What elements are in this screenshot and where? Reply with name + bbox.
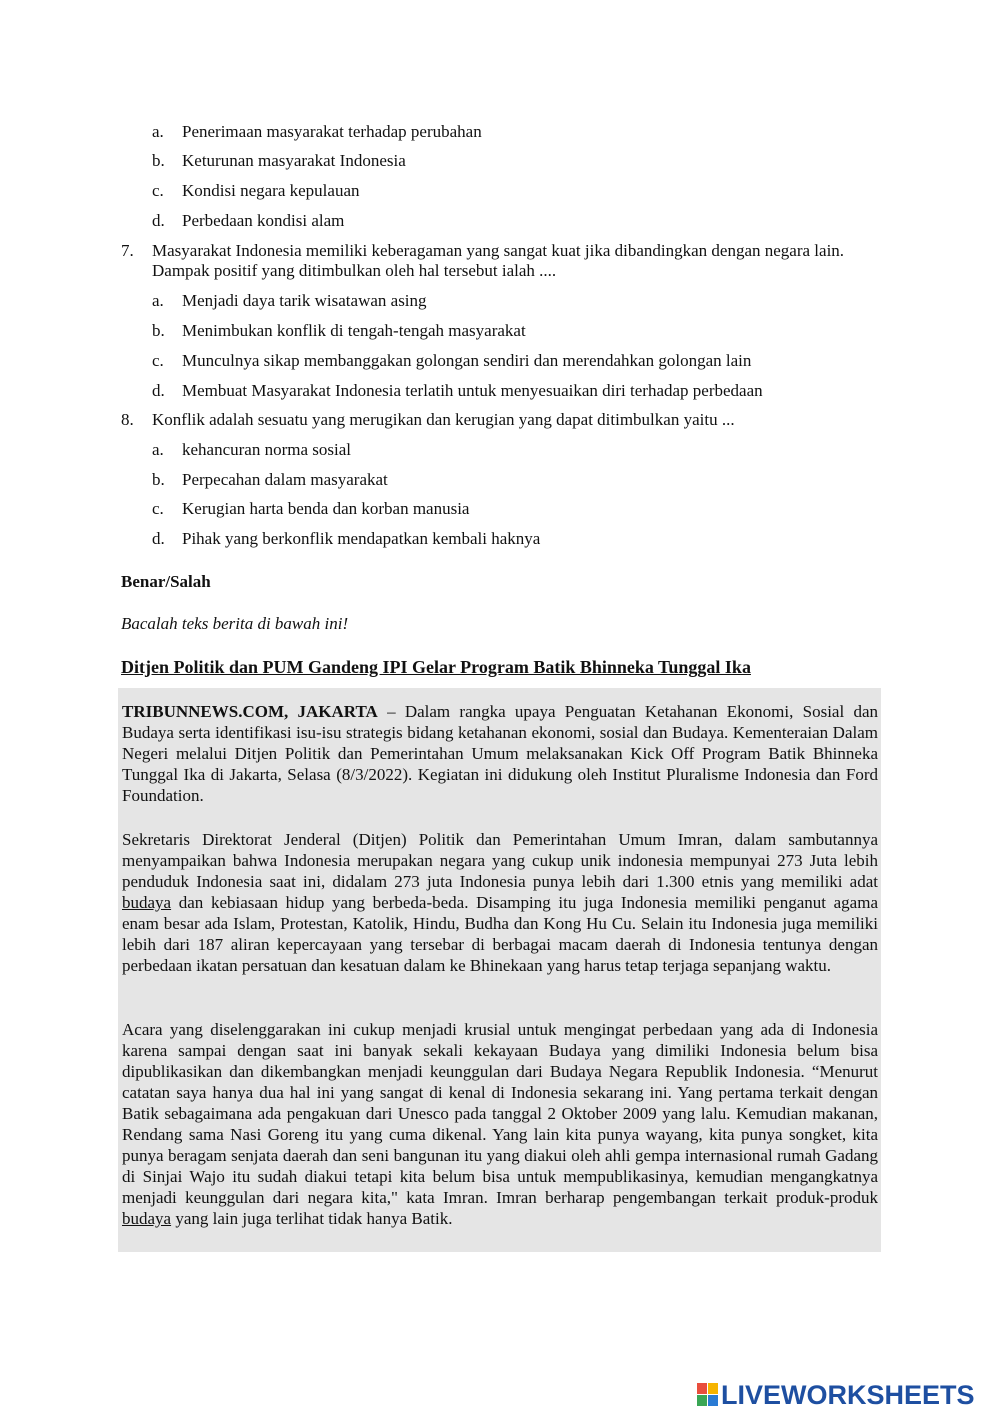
q8-option-c: c. Kerugian harta benda dan korban manusia [152,499,470,518]
question-7 [121,241,891,281]
news-paragraph-2: Sekretaris Direktorat Jenderal (Ditjen) Politik dan Pemerintahan Umum Imran, dalam sambutannya menyampaikan bahwa Indonesia merupakan negara yang cukup unik indonesia mempunyai 273 Juta lebih penduduk Indonesia saat ini, didalam 273 juta Indonesia punya lebih dari 1.300 etnis yang memiliki adat budaya dan kebiasaan hidup yang berbeda-beda. Disamping itu juga Indonesia memiliki penganut agama enam besar ada Islam, Protestan, Katolik, Hindu, Budha dan Kong Hu Cu. Selain itu Indonesia juga memiliki lebih dari 187 aliran kepercayaan yang tersebar di berbagai macam daerah di Indonesia tentunya dengan perbedaan ikatan persatuan dan kesatuan dalam ke Bhinekaan yang harus tetap terjaga sepanjang waktu. [122,830,878,975]
q8-option-b: b. Perpecahan dalam masyarakat [152,470,388,489]
budaya-link[interactable]: budaya [122,1209,172,1228]
q6-option-a: a. Penerimaan masyarakat terhadap perubahan [152,122,482,141]
logo-text: LIVEWORKSHEETS [721,1380,975,1410]
question-number: 7. [121,241,134,260]
question-text: Masyarakat Indonesia memiliki keberagaman yang sangat kuat jika dibandingkan dengan negara lain. Dampak positif yang ditimbulkan oleh hal tersebut ialah .... [152,241,845,280]
q6-option-b: b. Keturunan masyarakat Indonesia [152,151,406,170]
liveworksheets-logo-icon [697,1383,719,1407]
news-dateline: TRIBUNNEWS.COM, JAKARTA [122,702,378,721]
liveworksheets-logo[interactable] [697,1380,975,1410]
section-heading: Benar/Salah [121,572,211,591]
q7-option-a: a. Menjadi daya tarik wisatawan asing [152,291,427,310]
instruction-text: Bacalah teks berita di bawah ini! [121,614,349,633]
budaya-link[interactable]: budaya [122,893,172,912]
q8-option-d: d. Pihak yang berkonflik mendapatkan kembali haknya [152,529,541,548]
q6-option-c: c. Kondisi negara kepulauan [152,181,360,200]
news-paragraph-3: Acara yang diselenggarakan ini cukup menjadi krusial untuk mengingat perbedaan yang ada di Indonesia karena sampai dengan saat ini banyak sekali kekayaan Budaya yang dimiliki Indonesia belum bisa dipublikasikan dan dikembangkan menjadi keunggulan dari Budaya Negara Republik Indonesia. “Menurut catatan saya hanya dua hal ini yang sangat di kenal di Indonesia sekarang ini. Yang pertama terkait dengan Batik sebagaimana ada pengakuan dari Unesco pada tanggal 2 Oktober 2009 yang lalu. Kemudian makanan, Rendang sama Nasi Goreng itu yang cuma dikenal. Yang lain kita punya wayang, kita punya songket, kita punya beragam senjata daerah dan seni bangunan itu yang diakui oleh ahli gempa internasional rumah Gadang di Sinjai Wajo itu sudah diakui tetapi kita belum bisa untuk mempublikasinya, kemudian mengangkatnya menjadi keunggulan dari negara kita," kata Imran. Imran berharap pengembangan terkait produk-produk budaya yang lain juga terlihat tidak hanya Batik. [122,1020,878,1228]
q6-option-d: d. Perbedaan kondisi alam [152,211,345,230]
q7-option-c: c. Munculnya sikap membanggakan golongan sendiri dan merendahkan golongan lain [152,351,752,370]
q8-option-a: a. kehancuran norma sosial [152,440,351,459]
question-number: 8. [121,410,134,429]
question-8 [121,410,891,430]
question-text: Konflik adalah sesuatu yang merugikan dan kerugian yang dapat ditimbulkan yaitu ... [152,410,735,429]
q7-option-d: d. Membuat Masyarakat Indonesia terlatih untuk menyesuaikan diri terhadap perbedaan [152,381,763,400]
news-title: Ditjen Politik dan PUM Gandeng IPI Gelar Program Batik Bhinneka Tunggal Ika [121,657,751,677]
news-paragraph-1: TRIBUNNEWS.COM, JAKARTA – Dalam rangka upaya Penguatan Ketahanan Ekonomi, Sosial dan Budaya serta identifikasi isu-isu strategis bidang ketahanan ekonomi, sosial dan Budaya. Kementeraian Dalam Negeri melalui Ditjen Politik dan Pemerintahan Umum melaksanakan Kick Off Program Batik Bhinneka Tunggal Ika di Jakarta, Selasa (8/3/2022). Kegiatan ini didukung oleh Institut Pluralisme Indonesia dan Ford Foundation. [122,702,878,805]
q7-option-b: b. Menimbukan konflik di tengah-tengah masyarakat [152,321,526,340]
